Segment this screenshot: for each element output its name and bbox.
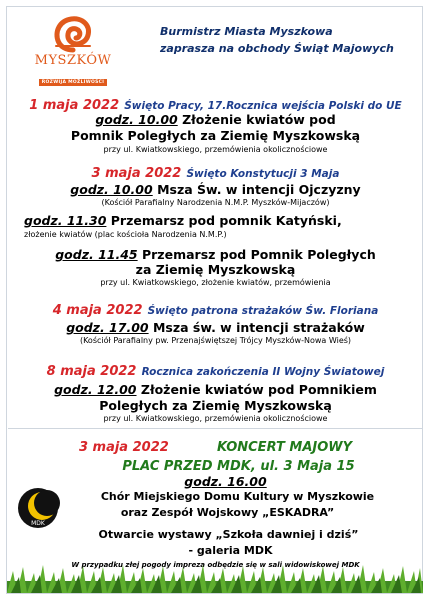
event-3-item-1 [0, 320, 431, 335]
event-2-item-3-text2: za Ziemię Myszkowską [135, 262, 296, 277]
concert-line-1: Chór Miejskiego Domu Kultury w Myszkowie [100, 490, 375, 503]
event-4-occasion: Rocznica zakończenia II Wojny Światowej [141, 366, 385, 378]
event-1-occasion: Święto Pracy, 17.Rocznica wejścia Polski do UE [124, 100, 402, 112]
event-2-item-3-text: Przemarsz pod Pomnik Poległych [141, 247, 376, 262]
event-1-date: 1 maja 2022 [29, 98, 120, 113]
event-2-item-1-note: (Kościół Parafialny Narodzenia N.M.P. Myszków-Mijaczów) [101, 198, 330, 207]
event-1-item-1-time: godz. 10.00 [95, 112, 178, 127]
event-1-item-1-text2: Pomnik Poległych za Ziemię Myszkowską [70, 128, 361, 143]
event-2-item-2-text: Przemarsz pod pomnik Katyński, [110, 213, 342, 228]
event-3-item-1-text: Msza św. w intencji strażaków [152, 320, 365, 335]
event-4-item-1-time: godz. 12.00 [54, 382, 137, 397]
event-4-item-1-note: przy ul. Kwiatkowskiego, przemówienia okolicznościowe [103, 414, 328, 423]
event-2-item-3-time: godz. 11.45 [55, 247, 138, 262]
event-2-item-3 [0, 247, 431, 262]
event-4-item-1-text: Złożenie kwiatów pod Pomnikiem [140, 382, 377, 397]
event-2-item-1-time: godz. 10.00 [70, 182, 153, 197]
event-3-heading [0, 299, 431, 318]
event-2-date: 3 maja 2022 [91, 166, 182, 181]
concert-date: 3 maja 2022 [78, 440, 169, 455]
event-1-item-1 [0, 112, 431, 127]
event-3-date: 4 maja 2022 [52, 303, 143, 318]
event-3-occasion: Święto patrona strażaków Św. Floriana [147, 305, 379, 317]
event-3-item-1-note: (Kościół Parafialny pw. Przenajświętszej Trójcy Myszków-Nowa Wieś) [79, 336, 352, 345]
concert-time-text: godz. 16.00 [184, 474, 267, 489]
event-1-item-1-note: przy ul. Kwiatkowskiego, przemówienia okolicznościowe [103, 145, 328, 154]
mdk-label: MDK [31, 520, 45, 527]
grass-decoration [7, 563, 423, 593]
exhibition-line-2: - galeria MDK [188, 544, 273, 557]
myszkow-logo [28, 10, 118, 85]
concert-place-row [0, 455, 431, 474]
event-2-item-3-note: przy ul. Kwiatkowskiego, złożenie kwiatów, przemówienia [100, 278, 331, 287]
event-2-item-1-text: Msza Św. w intencji Ojczyzny [157, 182, 361, 197]
event-4-date: 8 maja 2022 [46, 364, 137, 379]
event-4-item-1-text2: Poległych za Ziemię Myszkowską [99, 398, 332, 413]
section-divider [8, 428, 423, 429]
event-3-item-1-time: godz. 17.00 [66, 320, 149, 335]
rain-note: W przypadku złej pogody impreza odbędzie się w sali widowiskowej MDK [71, 561, 360, 569]
logo-tagline: ROZWIJA MOŻLIWOŚCI [39, 79, 107, 86]
event-2-item-2 [24, 213, 424, 228]
concert-title: KONCERT MAJOWY [216, 440, 353, 455]
exhibition-line-1: Otwarcie wystawy „Szkoła dawniej i dziś” [98, 528, 359, 541]
event-2-occasion: Święto Konstytucji 3 Maja [186, 168, 340, 180]
event-2-heading [0, 162, 431, 181]
header-line-1: Burmistrz Miasta Myszkowa [160, 25, 333, 38]
concert-time [0, 474, 431, 489]
header [160, 23, 420, 57]
event-2-item-2-note: złożenie kwiatów (plac kościoła Narodzenia N.M.P.) [24, 230, 227, 239]
logo-brand: MYSZKÓW [34, 53, 112, 68]
event-4-heading [0, 360, 431, 379]
concert-line-2: oraz Zespół Wojskowy „ESKADRA” [120, 506, 335, 519]
event-2-item-2-time: godz. 11.30 [24, 213, 107, 228]
event-4-item-1 [0, 382, 431, 397]
event-1-heading [0, 94, 431, 113]
event-1-item-1-text: Złożenie kwiatów pod [182, 112, 336, 127]
concert-place: PLAC PRZED MDK, ul. 3 Maja 15 [122, 459, 355, 474]
snail-shell-icon [50, 10, 96, 54]
concert-heading [0, 436, 431, 455]
event-2-item-1 [0, 182, 431, 197]
header-line-2: zaprasza na obchody Świąt Majowych [160, 42, 394, 55]
